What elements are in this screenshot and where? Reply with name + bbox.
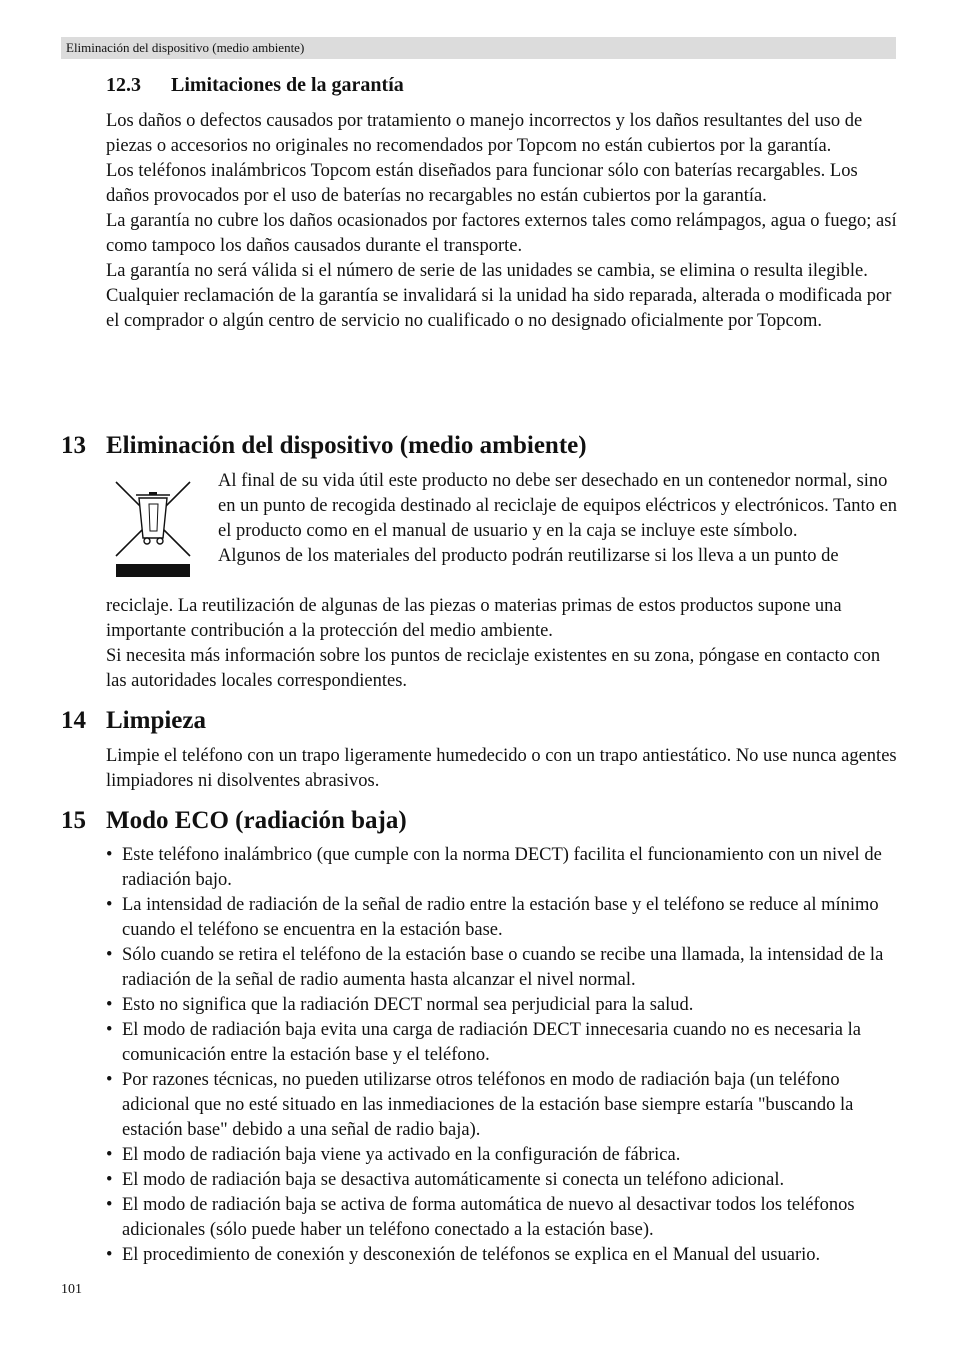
section-14-title: Limpieza: [106, 707, 206, 734]
list-item-text: La intensidad de radiación de la señal de radio entre la estación base y el teléfono se reduce al mínimo cuando el teléfono se encuentra en la estación base.: [122, 895, 879, 940]
section-12-3-body: [106, 109, 901, 334]
list-item-text: Este teléfono inalámbrico (que cumple con la norma DECT) facilita el funcionamiento con un nivel de radiación bajo.: [122, 845, 882, 890]
running-header-title: Eliminación del dispositivo (medio ambiente): [66, 40, 305, 55]
disposal-paragraph-continued: reciclaje. La reutilización de algunas de las piezas o materias primas de estos productos supone una importante contribución a la protección del medio ambiente.: [106, 596, 842, 641]
warranty-paragraph: La garantía no será válida si el número de serie de las unidades se cambia, se elimina o resulta ilegible.: [106, 261, 868, 281]
warranty-paragraph: Cualquier reclamación de la garantía se invalidará si la unidad ha sido reparada, alterada o modificada por el comprador o algún centro de servicio no cualificado o no designado oficialmente por Topcom.: [106, 286, 892, 331]
cleaning-paragraph: Limpie el teléfono con un trapo ligeramente humedecido o con un trapo antiestático. No use nunca agentes limpiadores ni disolventes abrasivos.: [106, 746, 897, 791]
list-item: [106, 843, 901, 893]
bullet-icon: •: [106, 945, 113, 965]
section-13-number: 13: [61, 432, 86, 459]
warranty-paragraph: La garantía no cubre los daños ocasionados por factores externos tales como relámpagos, agua o fuego; así como tampoco los daños causados durante el transporte.: [106, 211, 897, 256]
list-item-text: Esto no significa que la radiación DECT normal sea perjudicial para la salud.: [122, 995, 694, 1015]
crossed-out-wheelie-bin-icon: [114, 478, 192, 580]
section-15-number: 15: [61, 807, 86, 834]
section-14-body: [106, 744, 901, 794]
list-item: [106, 1018, 901, 1068]
bullet-icon: •: [106, 995, 113, 1015]
section-14-number: 14: [61, 707, 86, 734]
list-item-text: Sólo cuando se retira el teléfono de la estación base o cuando se recibe una llamada, la intensidad de la radiación de la señal de radio aumenta hasta alcanzar el nivel normal.: [122, 945, 884, 990]
bullet-icon: •: [106, 1070, 113, 1090]
running-header: [61, 37, 896, 59]
bullet-icon: •: [106, 1145, 113, 1165]
bullet-icon: •: [106, 1020, 113, 1040]
section-13-intro: [218, 469, 903, 569]
list-item: [106, 993, 901, 1018]
list-item-text: Por razones técnicas, no pueden utilizarse otros teléfonos en modo de radiación baja (un teléfono adicional que no esté situado en las inmediaciones de la estación base siempre estaría "buscando la estación base" debido a una señal de radio baja).: [122, 1070, 854, 1140]
list-item-text: El modo de radiación baja se desactiva automáticamente si conecta un teléfono adicional.: [122, 1170, 785, 1190]
section-12-3-title: Limitaciones de la garantía: [171, 74, 404, 96]
page-number: 101: [61, 1282, 82, 1297]
list-item-text: El modo de radiación baja se activa de forma automática de nuevo al desactivar todos los teléfonos adicionales (sólo puede haber un teléfono conectado a la estación base).: [122, 1195, 855, 1240]
eco-mode-list: [106, 843, 901, 1268]
bullet-icon: •: [106, 1245, 113, 1265]
section-13-heading: [61, 432, 587, 460]
list-item: [106, 943, 901, 993]
list-item: [106, 1168, 901, 1193]
bullet-icon: •: [106, 845, 113, 865]
section-13-body: [106, 594, 901, 694]
section-12-3-heading: [106, 74, 404, 97]
section-14-heading: [61, 707, 206, 735]
section-12-3-number: 12.3: [106, 74, 141, 96]
list-item: [106, 893, 901, 943]
warranty-paragraph: Los daños o defectos causados por tratamiento o manejo incorrectos y los daños resultantes del uso de piezas o accesorios no originales no recomendados por Topcom no están cubiertos por la garantía.: [106, 111, 863, 156]
list-item-text: El modo de radiación baja viene ya activado en la configuración de fábrica.: [122, 1145, 681, 1165]
bullet-icon: •: [106, 1195, 113, 1215]
bullet-icon: •: [106, 895, 113, 915]
section-13-title: Eliminación del dispositivo (medio ambiente): [106, 432, 587, 459]
list-item: [106, 1143, 901, 1168]
disposal-paragraph-start: Algunos de los materiales del producto podrán reutilizarse si los lleva a un punto de: [218, 546, 839, 566]
disposal-paragraph: Si necesita más información sobre los puntos de reciclaje existentes en su zona, póngase en contacto con las autoridades locales correspondientes.: [106, 646, 881, 691]
section-15-heading: [61, 807, 407, 835]
list-item: [106, 1243, 901, 1268]
list-item: [106, 1193, 901, 1243]
list-item-text: El procedimiento de conexión y desconexión de teléfonos se explica en el Manual del usuario.: [122, 1245, 821, 1265]
disposal-paragraph: Al final de su vida útil este producto no debe ser desechado en un contenedor normal, sino en un punto de recogida destinado al reciclaje de equipos eléctricos y electrónicos. Tanto en el producto como en el manual de usuario y en la caja se incluye este símbolo.: [218, 471, 898, 541]
section-15-title: Modo ECO (radiación baja): [106, 807, 407, 834]
bullet-icon: •: [106, 1170, 113, 1190]
warranty-paragraph: Los teléfonos inalámbricos Topcom están diseñados para funcionar sólo con baterías recargables. Los daños provocados por el uso de baterías no recargables no están cubiertos por la garantía.: [106, 161, 858, 206]
list-item-text: El modo de radiación baja evita una carga de radiación DECT innecesaria cuando no es necesaria la comunicación entre la estación base y el teléfono.: [122, 1020, 861, 1065]
list-item: [106, 1068, 901, 1143]
